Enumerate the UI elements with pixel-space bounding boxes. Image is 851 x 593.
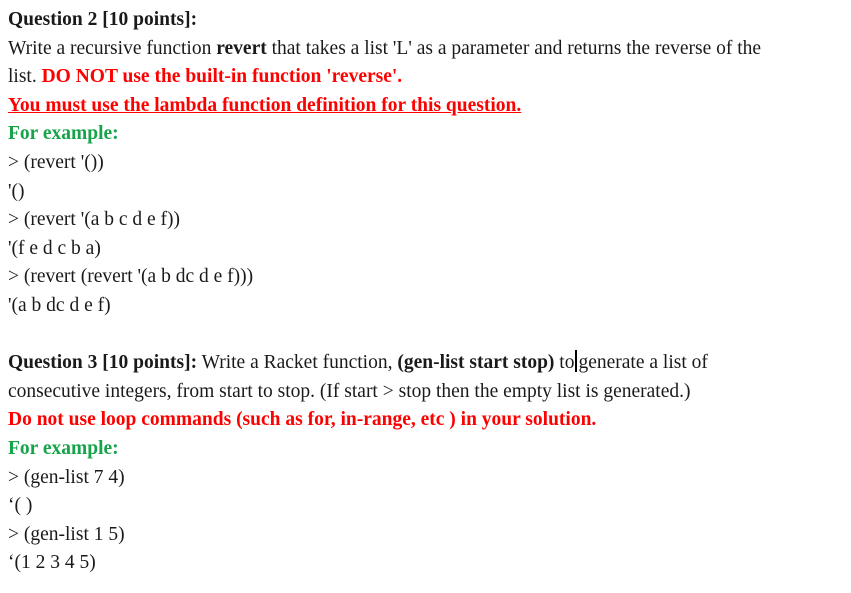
q2-description-line2 xyxy=(8,63,851,92)
q3-example-line: ‘( ) xyxy=(8,495,33,517)
q2-heading-line xyxy=(8,6,851,35)
q3-description-line2 xyxy=(8,378,851,407)
q2-description-line1 xyxy=(8,35,851,64)
q3-warning-line xyxy=(8,406,851,435)
q3-function-signature: (gen-list start stop) xyxy=(397,352,555,374)
q3-example-label: For example: xyxy=(8,437,119,459)
q3-desc-line2: consecutive integers, from start to stop. (If start > stop then the empty list is generated.) xyxy=(8,380,691,402)
q2-lambda-rule-line xyxy=(8,92,851,121)
q2-example-line: > (revert '()) xyxy=(8,151,104,173)
q3-desc-pre: Write a Racket function, xyxy=(197,352,398,374)
q3-heading: Question 3 [10 points]: xyxy=(8,352,198,374)
q2-example-line: '() xyxy=(8,180,25,202)
q2-function-name: revert xyxy=(216,37,267,59)
q3-desc-post: generate a list of xyxy=(578,352,708,374)
q2-desc-post: that takes a list 'L' as a parameter and returns the reverse of the xyxy=(266,37,762,59)
q2-example-label-line xyxy=(8,120,851,149)
q2-heading: Question 2 [10 points]: xyxy=(8,9,198,30)
q2-example-line: > (revert '(a b c d e f)) xyxy=(8,209,181,231)
q3-example-line: > (gen-list 1 5) xyxy=(8,523,125,545)
q3-warning-loops: Do not use loop commands (such as for, in-range, etc ) in your solution. xyxy=(8,409,597,431)
q3-example-line: > (gen-list 7 4) xyxy=(8,466,125,488)
q2-example-line: > (revert (revert '(a b dc d e f))) xyxy=(8,266,254,288)
q3-desc-mid: to xyxy=(554,352,575,374)
q3-heading-line xyxy=(8,349,851,378)
section-spacer xyxy=(8,321,851,350)
q2-desc-line2-pre: list. xyxy=(8,66,42,88)
q2-warning-reverse: DO NOT use the built-in function 'reverse'. xyxy=(41,66,403,88)
q2-lambda-rule: You must use the lambda function definition for this question. xyxy=(8,94,522,116)
q3-example-line: ‘(1 2 3 4 5) xyxy=(8,552,96,574)
q3-example-label-line xyxy=(8,435,851,464)
q2-desc-pre: Write a recursive function xyxy=(8,37,217,59)
q2-example-line: '(f e d c b a) xyxy=(8,237,101,259)
q2-example-label: For example: xyxy=(8,123,119,145)
q2-example-line: '(a b dc d e f) xyxy=(8,294,111,316)
